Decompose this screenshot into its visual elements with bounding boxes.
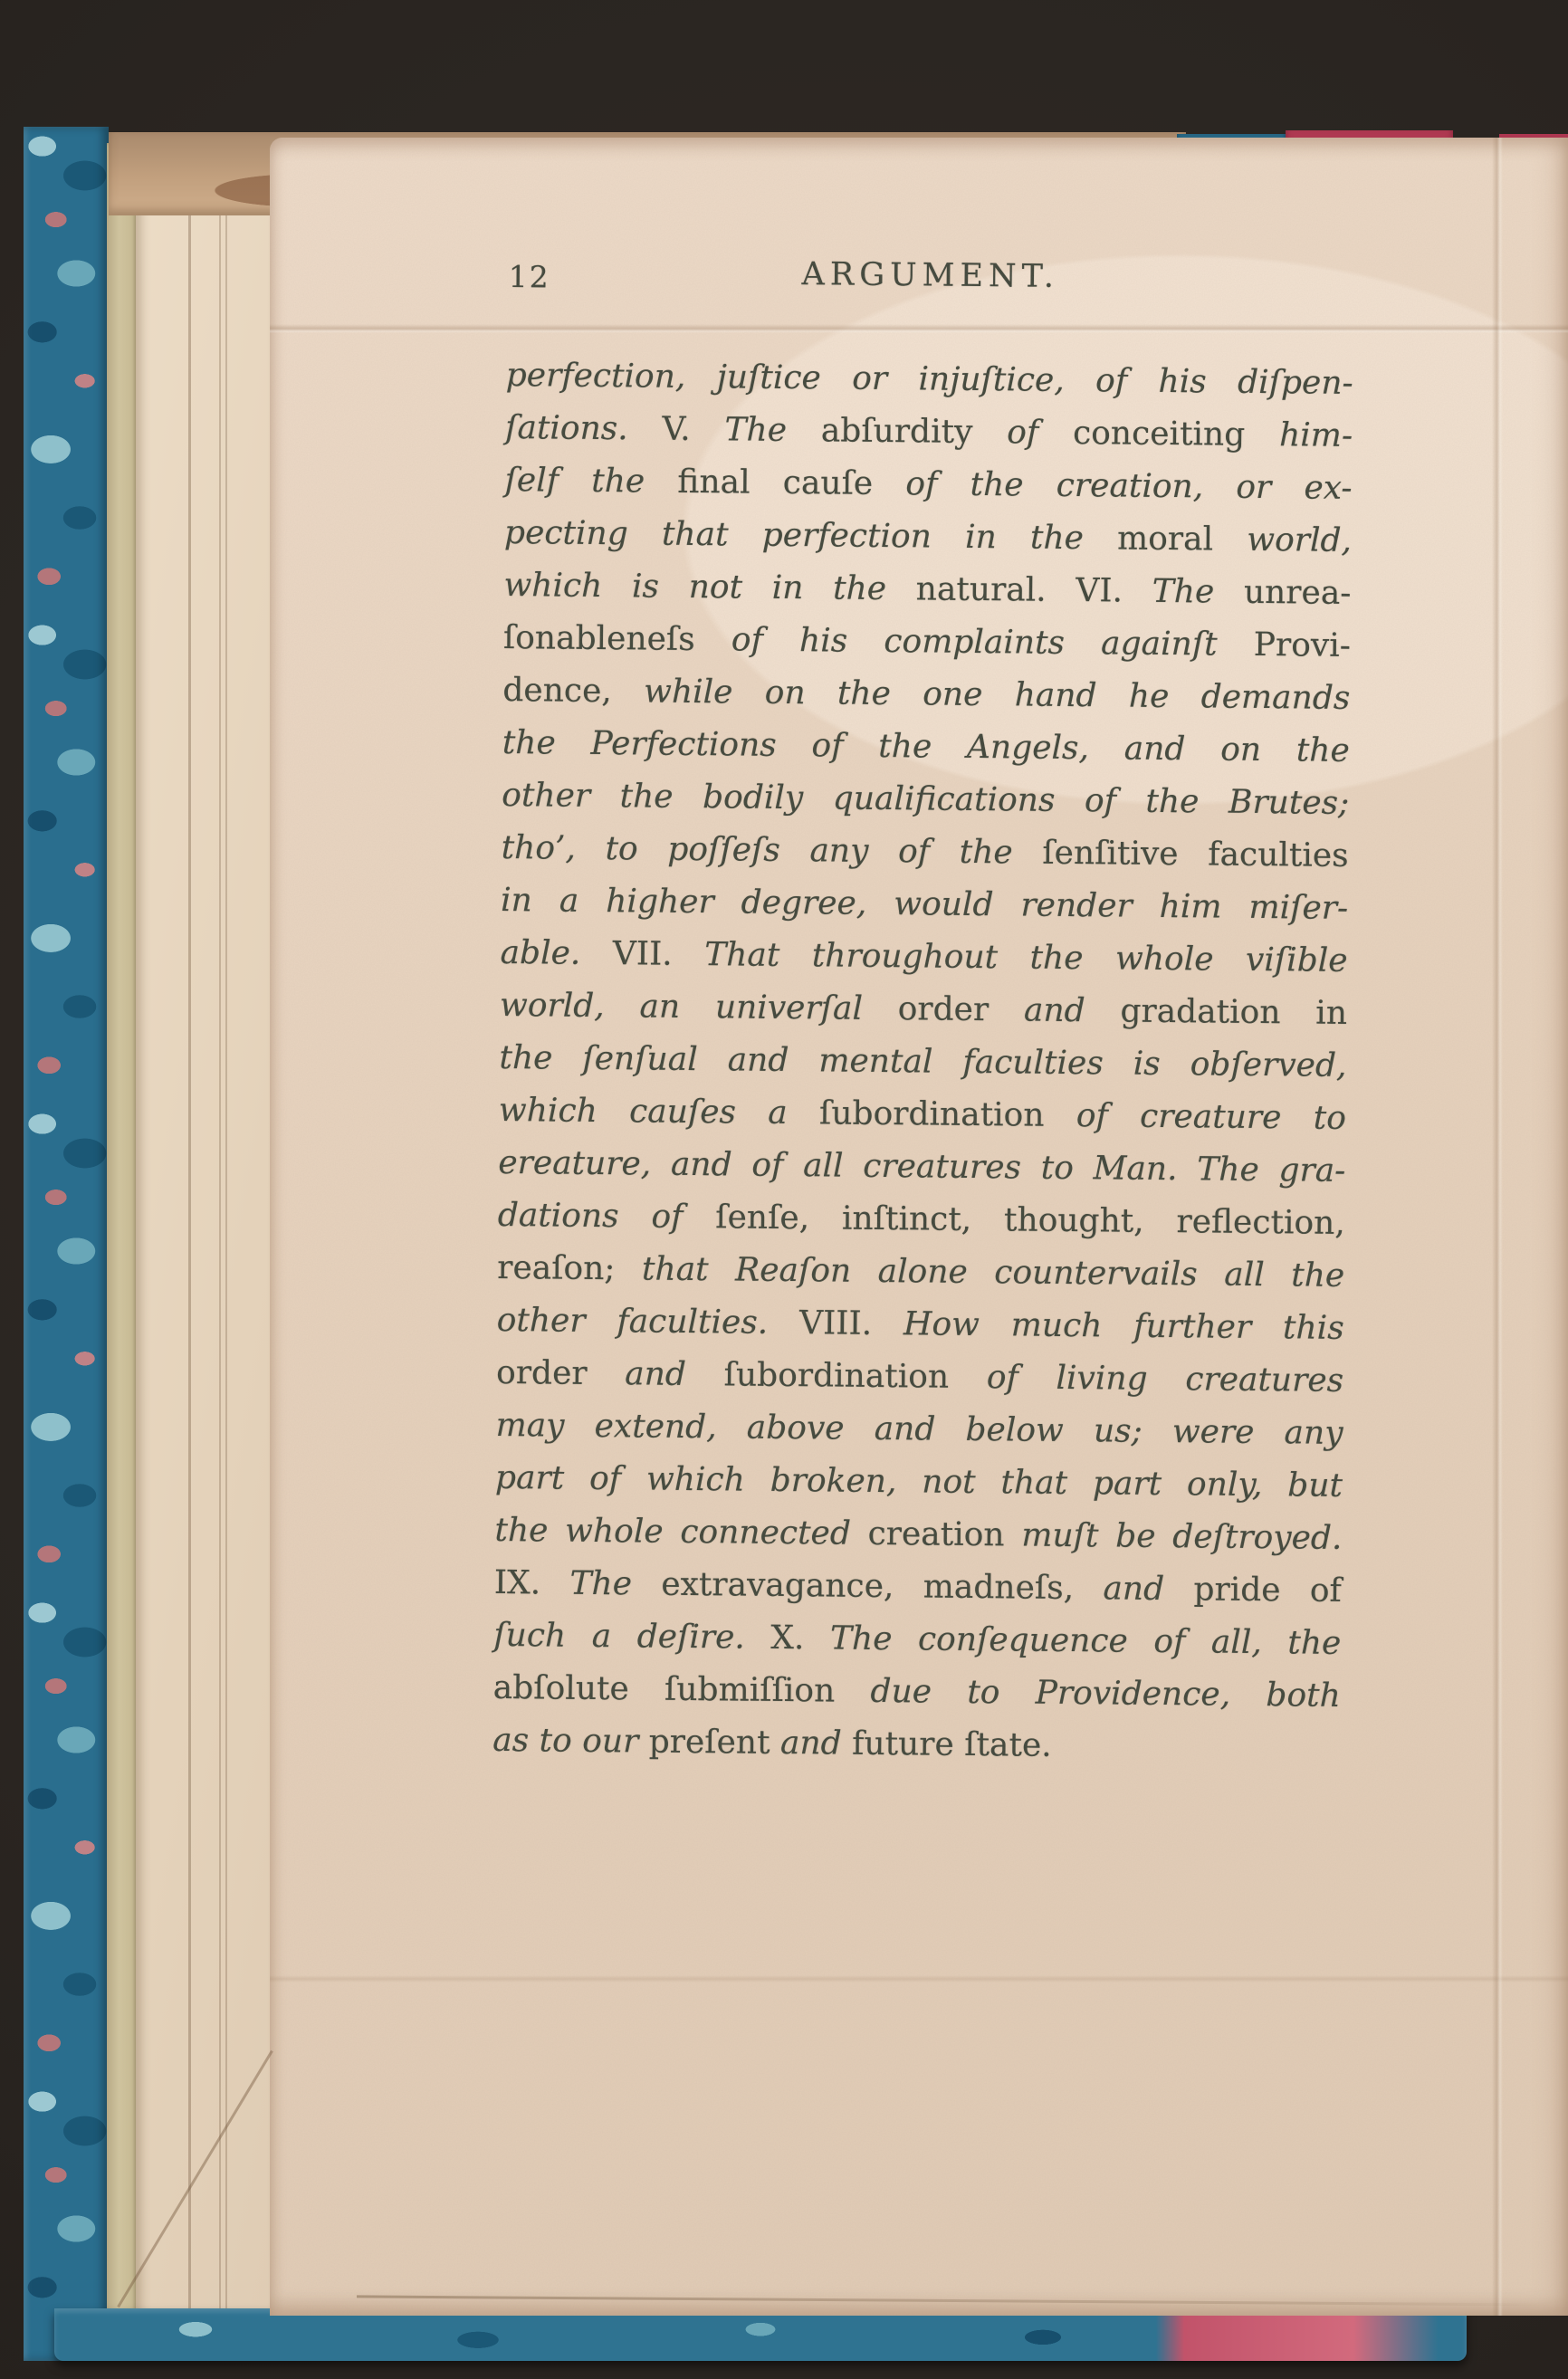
text-segment: The <box>724 411 822 450</box>
text-segment: pecting that perfection in the <box>503 513 1118 558</box>
text-segment: ſubordination <box>723 1356 988 1397</box>
text-segment: The conſequence of all, the <box>829 1619 1342 1662</box>
text-line <box>505 349 1353 410</box>
text-segment: V. <box>662 410 725 449</box>
text-line <box>494 1557 1343 1618</box>
page-crease-vertical <box>1492 138 1503 2316</box>
text-segment: ſelf the <box>504 461 678 501</box>
text-segment: final cauſe <box>677 463 906 503</box>
text-line <box>504 454 1353 515</box>
text-segment: ereature, and of all creatures to Man. The gra- <box>498 1143 1346 1190</box>
text-segment: and <box>625 1355 724 1394</box>
text-segment: world, <box>1247 521 1353 559</box>
text-segment: the Perfections of the Angels, and on the <box>502 723 1350 769</box>
text-segment: muſt be deſtroyed. <box>1021 1516 1343 1557</box>
text-segment: which cauſes a <box>498 1091 820 1132</box>
running-title: ARGUMENT. <box>801 256 1060 295</box>
text-line <box>503 559 1352 620</box>
text-segment: VII. <box>612 935 705 974</box>
text-segment: preſent <box>648 1723 781 1762</box>
text-segment: of <box>1007 414 1074 453</box>
text-segment: world, an univerſal <box>499 986 898 1028</box>
text-segment: ſubordination <box>818 1094 1077 1135</box>
sheet-edge-line <box>357 2295 1552 2306</box>
argument-text <box>492 349 1353 1775</box>
text-segment: The <box>569 1564 662 1603</box>
text-segment: VIII. <box>798 1304 904 1343</box>
text-segment: dence, <box>502 671 645 711</box>
text-segment: of his complaints againſt <box>731 621 1254 664</box>
text-line <box>503 612 1352 673</box>
text-line <box>495 1452 1343 1513</box>
text-segment: future ſtate. <box>851 1725 1052 1764</box>
text-line <box>500 927 1348 988</box>
text-segment: and <box>779 1724 853 1763</box>
text-segment: perfection, juſtice or injuſtice, of his diſpen- <box>505 356 1353 402</box>
page-header <box>506 253 1353 312</box>
text-segment: X. <box>770 1619 831 1658</box>
text-segment: able. <box>500 933 614 973</box>
text-segment: natural. VI. <box>915 570 1152 610</box>
text-line <box>492 1715 1341 1775</box>
text-line <box>502 769 1350 830</box>
text-segment: creation <box>867 1514 1022 1554</box>
text-segment: How much further this <box>903 1305 1344 1347</box>
text-segment: The <box>1152 572 1245 611</box>
text-segment: That throughout the whole viſible <box>704 936 1348 979</box>
text-line <box>497 1242 1345 1303</box>
text-segment: of creature to <box>1076 1097 1347 1137</box>
text-line <box>500 979 1348 1040</box>
text-line <box>493 1662 1342 1723</box>
text-segment: that Reaſon alone countervails all the <box>641 1250 1345 1295</box>
marbled-board-left <box>24 127 109 2361</box>
text-segment: dations of <box>497 1196 716 1237</box>
text-segment: pride of <box>1193 1571 1343 1610</box>
text-line <box>501 874 1349 935</box>
text-line <box>504 507 1353 568</box>
text-segment: ſations. <box>504 408 663 448</box>
flyleaf-edge <box>107 143 138 2337</box>
text-segment: part of which broken, not that part only, but <box>494 1458 1343 1505</box>
text-segment: order <box>495 1353 626 1393</box>
text-segment: unrea- <box>1243 573 1352 612</box>
text-line <box>496 1295 1344 1355</box>
text-segment: the whole connected <box>494 1511 868 1553</box>
text-segment: and <box>1103 1570 1194 1609</box>
marbled-cover-bottom <box>54 2308 1467 2361</box>
text-segment: order <box>897 990 1025 1029</box>
text-segment: of living creatures <box>986 1359 1344 1400</box>
text-segment: of the creation, or ex- <box>905 465 1353 507</box>
text-segment: which is not in the <box>503 566 916 608</box>
text-segment: tho’, to poſſeſs any of the <box>501 828 1043 872</box>
page-crease-horizontal-2 <box>270 1975 1568 1982</box>
printed-area <box>492 253 1354 1775</box>
text-segment: ſenſe, inſtinct, thought, reflection, <box>715 1199 1345 1242</box>
text-segment: moral <box>1116 520 1248 559</box>
text-segment: ſonableneſs <box>502 618 732 659</box>
text-segment: other faculties. <box>496 1301 800 1342</box>
text-line <box>505 402 1353 463</box>
text-segment: other the bodily qualifications of the Brutes; <box>502 776 1350 822</box>
text-segment: may extend, above and below us; were any <box>495 1406 1343 1452</box>
text-line <box>501 822 1349 883</box>
text-segment: IX. <box>493 1563 570 1602</box>
text-segment: in a higher degree, would render him miſer- <box>500 881 1349 927</box>
text-segment: while on the one hand he demands <box>643 673 1351 717</box>
text-segment: due to Providence, both <box>870 1672 1341 1715</box>
text-segment: gradation in <box>1120 992 1348 1032</box>
text-segment: ſuch a deſire. <box>493 1616 771 1657</box>
page-number: 12 <box>508 259 550 295</box>
book-page <box>270 138 1568 2316</box>
text-line <box>494 1505 1343 1565</box>
text-segment: ſenſitive faculties <box>1042 834 1349 874</box>
text-line <box>502 717 1351 778</box>
text-segment: as to our <box>492 1721 649 1761</box>
text-line <box>499 1032 1347 1093</box>
text-line <box>496 1347 1344 1408</box>
text-line <box>502 664 1351 725</box>
page-edge-stack <box>136 138 272 2328</box>
text-segment: the ſenſual and mental faculties is obſerved, <box>499 1038 1347 1084</box>
text-line <box>498 1137 1346 1198</box>
text-segment: Provi- <box>1253 626 1352 664</box>
text-segment: conceiting <box>1072 415 1280 454</box>
text-segment: abſurdity <box>820 412 1008 452</box>
text-line <box>498 1190 1346 1250</box>
text-segment: and <box>1023 991 1121 1030</box>
text-line <box>495 1400 1343 1460</box>
text-line <box>493 1610 1342 1670</box>
text-segment: him- <box>1278 416 1353 454</box>
text-line <box>499 1084 1347 1145</box>
text-segment: extravagance, madneſs, <box>661 1565 1104 1608</box>
text-segment: reaſon; <box>497 1248 643 1288</box>
text-segment: abſolute ſubmiſſion <box>492 1668 871 1710</box>
